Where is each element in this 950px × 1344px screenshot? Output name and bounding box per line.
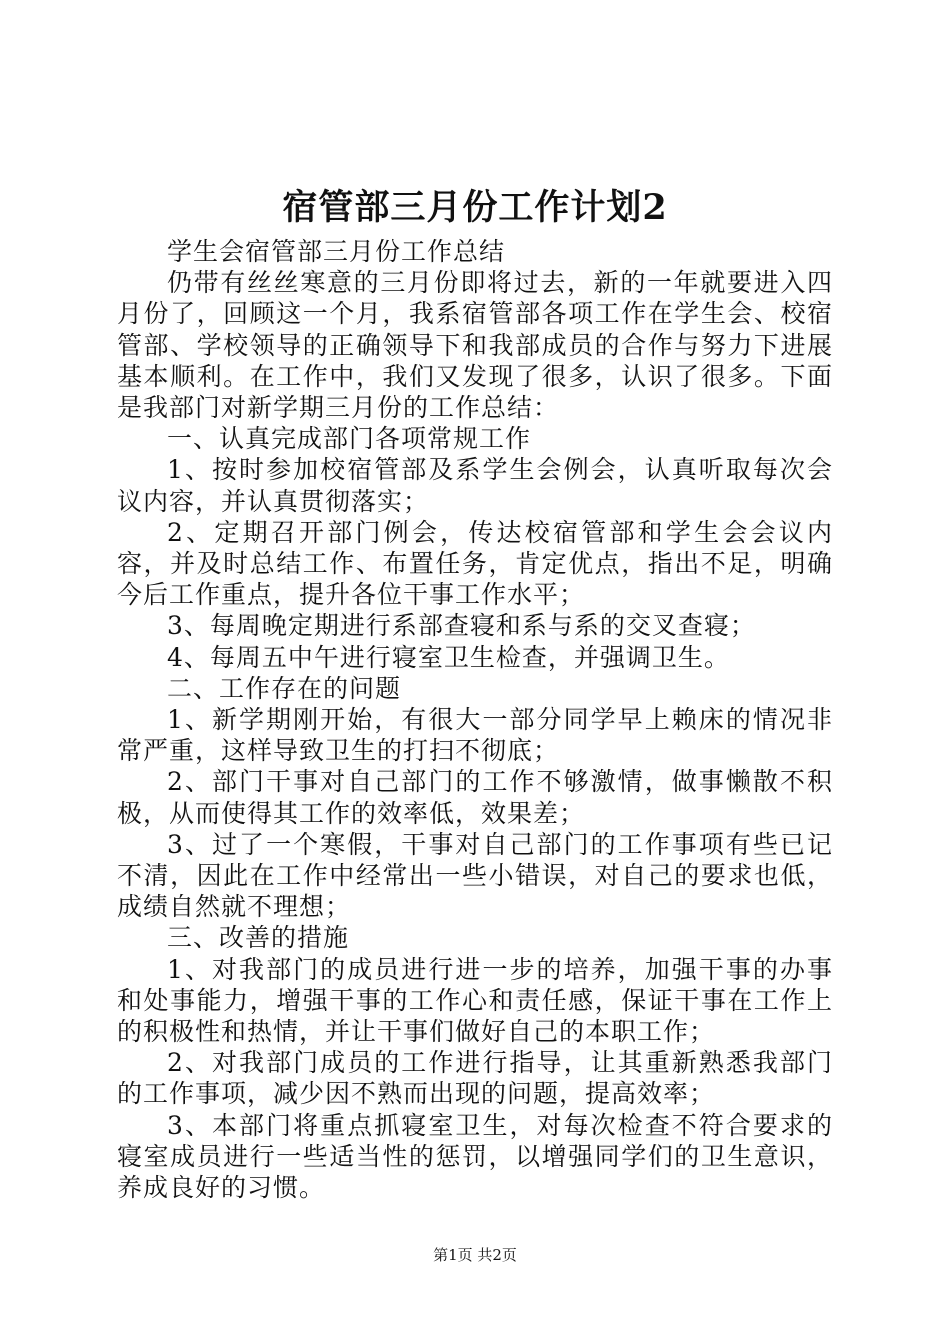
paragraph: 仍带有丝丝寒意的三月份即将过去，新的一年就要进入四月份了，回顾这一个月，我系宿管部各项工作在学生会、校宿管部、学校领导的正确领导下和我部成员的合作与努力下进展基本顺利。在工作中，我们又发现了很多，认识了很多。下面是我部门对新学期三月份的工作总结： (117, 268, 833, 423)
paragraph: 1、按时参加校宿管部及系学生会例会，认真听取每次会议内容，并认真贯彻落实； (117, 455, 833, 516)
document-title: 宿管部三月份工作计划2 (282, 187, 668, 228)
section-heading: 一、认真完成部门各项常规工作 (167, 424, 532, 454)
paragraph: 2、定期召开部门例会，传达校宿管部和学生会会议内容，并及时总结工作、布置任务，肯定优点，指出不足，明确今后工作重点，提升各位干事工作水平； (117, 517, 833, 610)
paragraph: 3、过了一个寒假，干事对自己部门的工作事项有些已记不清，因此在工作中经常出一些小错误，对自己的要求也低，成绩自然就不理想； (117, 829, 833, 922)
paragraph: 1、新学期刚开始，有很大一部分同学早上赖床的情况非常严重，这样导致卫生的打扫不彻底； (117, 705, 833, 766)
section-heading: 三、改善的措施 (167, 923, 350, 953)
page-footer: 第1页 共2页 (433, 1246, 517, 1264)
paragraph: 3、本部门将重点抓寝室卫生，对每次检查不符合要求的寝室成员进行一些适当性的惩罚，以增强同学们的卫生意识，养成良好的习惯。 (117, 1110, 833, 1203)
paragraph: 2、部门干事对自己部门的工作不够激情，做事懒散不积极，从而使得其工作的效率低，效果差； (117, 767, 833, 828)
paragraph: 3、每周晚定期进行系部查寝和系与系的交叉查寝； (167, 611, 756, 641)
paragraph: 4、每周五中午进行寝室卫生检查，并强调卫生。 (167, 642, 730, 672)
document-body (117, 236, 833, 1203)
paragraph: 学生会宿管部三月份工作总结 (167, 237, 506, 266)
paragraph: 1、对我部门的成员进行进一步的培养，加强干事的办事和处事能力，增强干事的工作心和责任感，保证干事在工作上的积极性和热情，并让干事们做好自己的本职工作； (117, 954, 833, 1047)
section-heading: 二、工作存在的问题 (167, 673, 402, 703)
paragraph: 2、对我部门成员的工作进行指导，让其重新熟悉我部门的工作事项，减少因不熟而出现的问题，提高效率； (117, 1048, 833, 1109)
